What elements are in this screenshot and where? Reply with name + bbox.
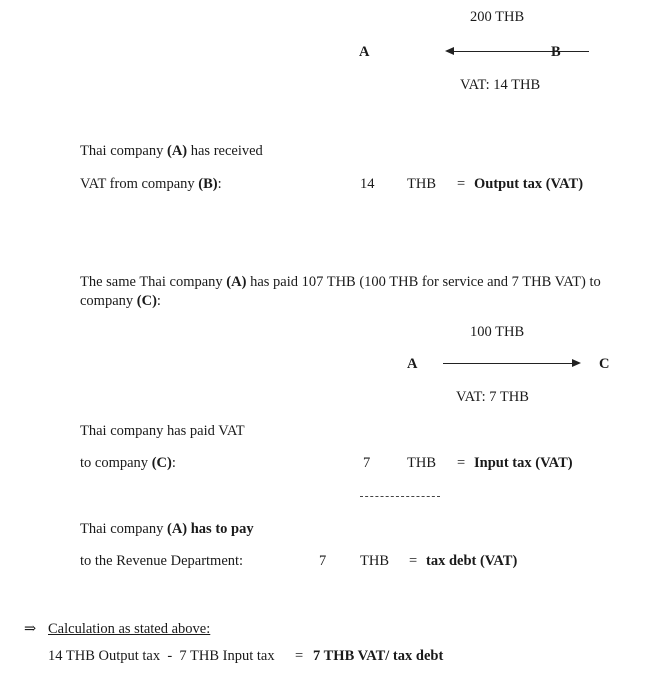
section1-company-b: (B) xyxy=(198,176,218,192)
calculation-result: 7 THB VAT/ tax debt xyxy=(313,648,444,664)
section3-equals: = xyxy=(409,553,418,569)
section1-line1 xyxy=(80,142,263,160)
section1-value: 14 xyxy=(360,176,375,192)
section1-line1-pre: Thai company xyxy=(80,143,167,159)
diagram1-node-a: A xyxy=(359,44,370,60)
section2-line2-post: : xyxy=(171,455,176,471)
diagram2-arrow-line xyxy=(443,363,573,364)
section2-unit: THB xyxy=(407,455,436,471)
paragraph-pre: The same Thai company xyxy=(80,274,227,290)
implies-arrow-icon: ⇒ xyxy=(24,621,37,637)
diagram2-vat: VAT: 7 THB xyxy=(456,389,529,405)
diagram1-vat: VAT: 14 THB xyxy=(460,77,541,93)
paragraph-post: : xyxy=(156,293,161,309)
section2-equals: = xyxy=(457,455,466,471)
paragraph-company-c: (C) xyxy=(136,293,157,309)
section3-line1 xyxy=(80,520,254,538)
paragraph-mid: has paid 107 THB (100 THB for service and 7 THB VAT) to company xyxy=(80,274,601,309)
section3-result: tax debt (VAT) xyxy=(426,553,518,569)
section1-line2-pre: VAT from company xyxy=(80,176,199,192)
subtraction-line xyxy=(360,496,440,497)
paragraph-payment xyxy=(80,273,640,311)
section3-unit: THB xyxy=(360,553,389,569)
section1-equals: = xyxy=(457,176,466,192)
section1-line2-post: : xyxy=(217,176,222,192)
section1-line1-post: has received xyxy=(187,143,263,159)
diagram1-amount: 200 THB xyxy=(470,9,525,25)
section3-value: 7 xyxy=(319,553,327,569)
section2-value: 7 xyxy=(363,455,371,471)
diagram2-node-c: C xyxy=(599,356,610,372)
diagram2-amount: 100 THB xyxy=(470,324,525,340)
paragraph-company-a: (A) xyxy=(226,274,247,290)
section3-has-to-pay: (A) has to pay xyxy=(166,521,254,537)
section2-line1: Thai company has paid VAT xyxy=(80,423,245,439)
diagram2-node-a: A xyxy=(407,356,418,372)
calculation-formula: 14 THB Output tax - 7 THB Input tax xyxy=(48,648,275,664)
section3-line2: to the Revenue Department: xyxy=(80,553,244,569)
section2-company-c: (C) xyxy=(151,455,172,471)
section2-result: Input tax (VAT) xyxy=(474,455,573,471)
calculation-heading: Calculation as stated above: xyxy=(48,621,211,637)
section1-company-a: (A) xyxy=(166,143,188,159)
section1-result: Output tax (VAT) xyxy=(474,176,584,192)
section2-line2-pre: to company xyxy=(80,455,152,471)
section1-line2 xyxy=(80,175,222,193)
section2-line2 xyxy=(80,454,176,472)
section3-line1-pre: Thai company xyxy=(80,521,167,537)
arrow-right-icon xyxy=(572,359,581,367)
diagram1-arrow-line xyxy=(452,51,589,52)
diagram1-node-b: B xyxy=(551,44,561,60)
calculation-equals: = xyxy=(295,648,304,664)
section1-unit: THB xyxy=(407,176,436,192)
